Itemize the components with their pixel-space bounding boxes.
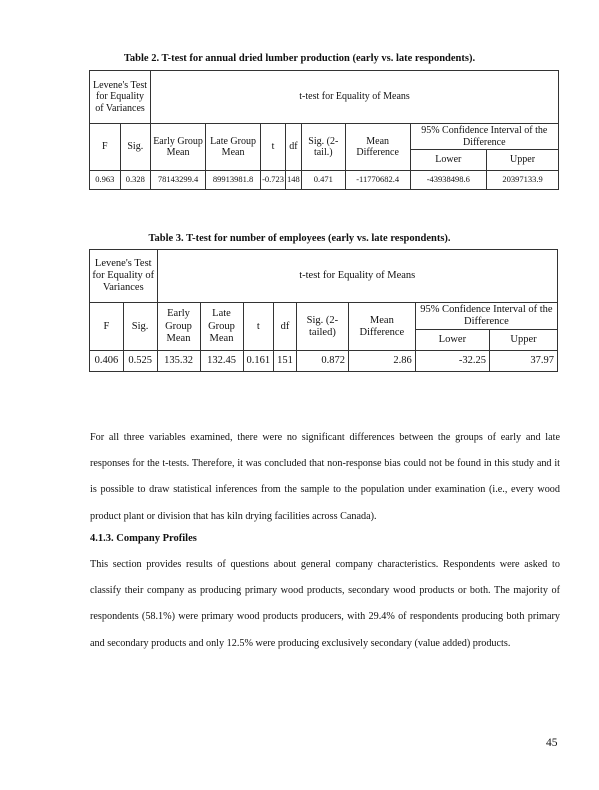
ttest-header: t-test for Equality of Means	[151, 71, 559, 124]
col-header: Sig.	[120, 124, 151, 171]
table3-caption: Table 3. T-test for number of employees (early vs. late respondents).	[148, 233, 451, 244]
ci-header: 95% Confidence Interval of the Difference	[415, 303, 557, 330]
col-header: Mean Difference	[345, 124, 410, 171]
table-cell: 151	[274, 351, 297, 372]
col-header: Late Group Mean	[200, 303, 243, 351]
col-header: Early Group Mean	[157, 303, 200, 351]
levene-header: Levene's Test for Equality of Variances	[90, 250, 158, 303]
page-number: 45	[546, 737, 558, 749]
col-header: Upper	[489, 330, 557, 351]
table-cell: 0.963	[90, 171, 121, 190]
table-cell: 2.86	[348, 351, 415, 372]
table-cell: -11770682.4	[345, 171, 410, 190]
col-header: Early Group Mean	[151, 124, 206, 171]
table-cell: 20397133.9	[487, 171, 559, 190]
col-header: df	[286, 124, 302, 171]
col-header: F	[90, 124, 121, 171]
table-cell: 0.161	[243, 351, 274, 372]
paragraph-company-profiles: This section provides results of questions about general company characteristics. Respondents were asked to classify their company as producing primary wood products, secondary wood products or both. The majority of respondents (58.1%) were primary wood products producers, with 29.4% of respondents producing both primary and secondary products and only 12.5% were producing exclusively secondary (value added) products.	[90, 559, 560, 649]
table-cell: 78143299.4	[151, 171, 206, 190]
col-header: Lower	[415, 330, 489, 351]
col-header: Upper	[487, 150, 559, 171]
col-header: Lower	[410, 150, 487, 171]
col-header: Sig. (2-tail.)	[301, 124, 345, 171]
table-cell: -0.723	[261, 171, 286, 190]
table-cell: 0.525	[123, 351, 157, 372]
table-cell: -32.25	[415, 351, 489, 372]
table-cell: 0.328	[120, 171, 151, 190]
paragraph-nonresponse: For all three variables examined, there were no significant differences between the groups of early and late responses for the t-tests. Therefore, it was concluded that non-response bias could not be found in this study and it is possible to draw statistical inferences from the sample to the population under examination (i.e., every wood product plant or division that has kiln drying facilities across Canada).	[90, 432, 560, 522]
table-cell: 132.45	[200, 351, 243, 372]
table-cell: 89913981.8	[206, 171, 261, 190]
col-header: t	[261, 124, 286, 171]
col-header: Late Group Mean	[206, 124, 261, 171]
section-heading: 4.1.3. Company Profiles	[90, 533, 197, 544]
table-cell: 135.32	[157, 351, 200, 372]
table3	[89, 249, 558, 372]
col-header: Sig.	[123, 303, 157, 351]
ci-header: 95% Confidence Interval of the Difference	[410, 124, 558, 150]
col-header: Mean Difference	[348, 303, 415, 351]
ttest-header: t-test for Equality of Means	[157, 250, 558, 303]
col-header: df	[274, 303, 297, 351]
col-header: F	[90, 303, 124, 351]
table2-caption: Table 2. T-test for annual dried lumber production (early vs. late respondents).	[123, 53, 476, 64]
table-cell: -43938498.6	[410, 171, 487, 190]
table-cell: 37.97	[489, 351, 557, 372]
table-row	[90, 351, 558, 372]
levene-header: Levene's Test for Equality of Variances	[90, 71, 151, 124]
col-header: t	[243, 303, 274, 351]
table-cell: 0.872	[296, 351, 348, 372]
table-cell: 0.471	[301, 171, 345, 190]
table-row	[90, 171, 559, 190]
col-header: Sig. (2-tailed)	[296, 303, 348, 351]
table-cell: 148	[286, 171, 302, 190]
table-cell: 0.406	[90, 351, 124, 372]
table2	[89, 70, 559, 190]
